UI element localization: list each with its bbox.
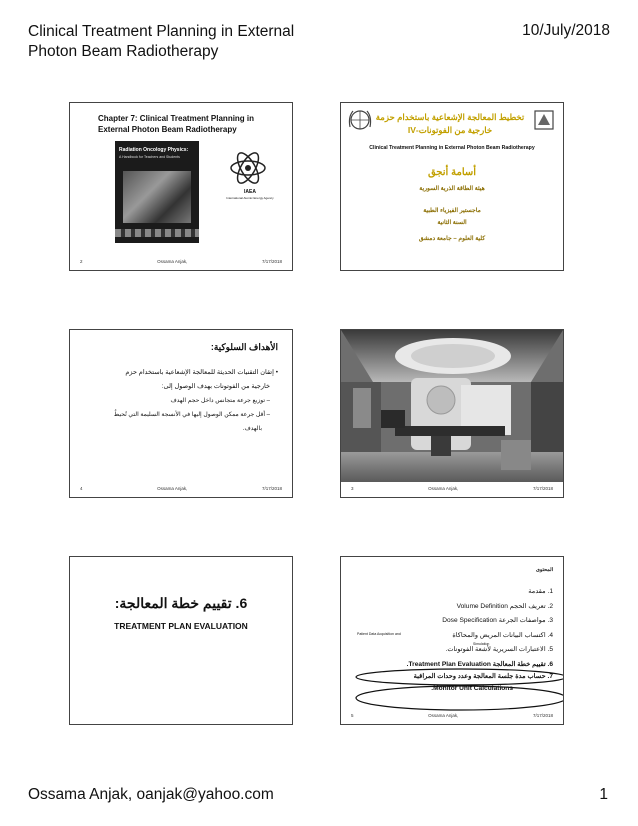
author-role2: السنة الثانية (437, 220, 467, 226)
slide-3-body (82, 366, 278, 436)
contents-list (353, 585, 553, 697)
slide-footer (80, 259, 282, 264)
author-role1: ماجستير الفيزياء الطبية (423, 208, 481, 214)
arabic-title-line1: تخطيط المعالجة الإشعاعية باستخدام حزمة (375, 112, 525, 122)
logo-sub: International Atomic Energy Agency (226, 196, 274, 200)
header-title (28, 22, 368, 62)
iaea-logo-icon (228, 151, 268, 189)
list-item-note-b: Simulation (473, 641, 490, 646)
list-item: 5. الاعتبارات السريرية لأشعة الفوتونات. (445, 646, 553, 653)
author-faculty: كلية العلوم – جامعة دمشق (418, 236, 486, 242)
slide-date: 7/17/2018 (261, 259, 282, 264)
list-item-note-a: Patient Data Acquisition and (357, 631, 401, 636)
list-item: 3. مواصفات الجرعة Dose Specification (442, 617, 553, 624)
list-item: 4. اكتساب البيانات المريض والمحاكاة (452, 631, 553, 639)
slide-footer (80, 486, 282, 491)
book-strip (115, 229, 199, 237)
header-date: 10/July/2018 (522, 22, 610, 39)
slide-author: Ossama Anjak, (428, 713, 459, 718)
slide-3-sub2: – أقل جرعة ممكن الوصول إليها في الأنسجة السليمة التي تُحيطُ (113, 412, 270, 418)
arabic-title-line2: خارجية من الفوتونات-IV (407, 125, 493, 135)
book-image (123, 171, 191, 223)
slide-number: 2 (80, 259, 83, 264)
slide-2-arabic-title (371, 111, 529, 137)
slide-2[interactable] (340, 102, 564, 271)
linac-room-photo (341, 330, 563, 482)
slide-footer (351, 486, 553, 491)
slide-3-bullet-cont: خارجية من الفوتونات بهدف الوصول إلى: (161, 383, 270, 390)
list-item: 2. تعريف الحجم Volume Definition (456, 602, 553, 610)
list-item: 1. مقدمة (528, 588, 553, 595)
slide-author: Ossama Anjak, (428, 486, 459, 491)
footer-page: 1 (599, 786, 608, 803)
slide-3-bullet: • إتقان التقنيات الحديثة للمعالجة الإشعاعية باستخدام حزم (125, 369, 278, 376)
slide-2-english-title: Clinical Treatment Planning in External Photon Beam Radiotherapy (369, 145, 535, 151)
author-name: أسامة أنجق (427, 167, 477, 178)
slide-footer (351, 713, 553, 718)
university-emblem-icon (531, 107, 557, 133)
slide-1-title: Chapter 7: Clinical Treatment Planning in External Photon Beam Radiotherapy (98, 114, 255, 134)
slide-author: Ossama Anjak, (157, 486, 188, 491)
slide-1[interactable] (69, 102, 293, 271)
header-title-line2: Photon Beam Radiotherapy (28, 43, 219, 60)
book-cover (115, 141, 199, 243)
slide-date: 7/17/2018 (532, 486, 553, 491)
slide-5[interactable] (69, 556, 293, 725)
book-subtitle: A Handbook for Teachers and Students (119, 155, 180, 159)
slide-3-sub2-cont: بالهدف. (242, 426, 262, 432)
list-item-highlight: Monitor Unit Calculations. (431, 685, 513, 692)
slide-5-arabic-title: 6. تقييم خطة المعالجة: (114, 595, 248, 611)
slide-6-heading: المحتوى (535, 567, 553, 573)
slide-3[interactable] (69, 329, 293, 498)
author-org: هيئة الطاقة الذرية السورية (419, 186, 485, 192)
slide-number: 4 (80, 486, 83, 491)
footer-author: Ossama Anjak, oanjak@yahoo.com (28, 786, 274, 803)
slide-3-heading: الأهداف السلوكية: (210, 342, 278, 352)
slide-3-sub1: – توزيع جرعة متجانس داخل حجم الهدف (170, 398, 270, 404)
header-title-line1: Clinical Treatment Planning in External (28, 23, 295, 40)
slide-4[interactable] (340, 329, 564, 498)
list-item-4 (353, 629, 553, 644)
slide-5-english-title: TREATMENT PLAN EVALUATION (114, 621, 248, 631)
slide-number: 3 (351, 486, 354, 491)
book-title: Radiation Oncology Physics: (119, 147, 189, 153)
logo-text: IAEA (244, 189, 256, 195)
slide-author: Ossama Anjak, (157, 259, 188, 264)
list-item-highlight: 6. تقييم خطة المعالجة Treatment Plan Evaluation. (406, 660, 553, 668)
slide-6[interactable] (340, 556, 564, 725)
slide-date: 7/17/2018 (261, 486, 282, 491)
un-emblem-icon (347, 107, 373, 133)
slide-date: 7/17/2018 (532, 713, 553, 718)
slide-number: 5 (351, 713, 354, 718)
list-item-highlight: 7. حساب مدة جلسة المعالجة وعدد وحدات المراقبة (413, 673, 553, 680)
